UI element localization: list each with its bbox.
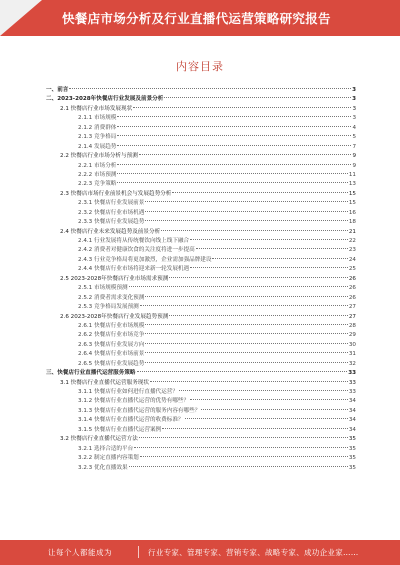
- toc-entry-page: 24: [348, 256, 356, 263]
- toc-entry-title: 2.3 快餐店市场行业前景机会与发展趋势分析: [60, 190, 172, 197]
- toc-entry-title: 2.5.1 市场规模预测: [78, 285, 128, 292]
- toc-dot-leader: [161, 230, 348, 231]
- toc-entry-title: 2.6.3 快餐店行业发展方向: [78, 341, 145, 348]
- toc-dot-leader: [172, 192, 348, 193]
- toc-entry-title: 2.6.4 快餐店行业市场前景: [78, 351, 145, 358]
- toc-entry[interactable]: [46, 190, 356, 199]
- toc-entry[interactable]: [46, 397, 356, 406]
- toc-entry-title: 2.1.2 消费群体: [78, 124, 117, 131]
- toc-entry-title: 3.2.3 优化直播效果: [78, 464, 128, 471]
- toc-entry-page: 21: [348, 228, 356, 235]
- toc-entry-title: 2.5 2023-2028年快餐店行业市场需求预测: [60, 275, 169, 282]
- toc-entry-page: 33: [348, 379, 356, 386]
- toc-dot-leader: [140, 305, 348, 306]
- toc-entry-page: 5: [352, 134, 356, 141]
- toc-entry-page: 7: [352, 143, 356, 150]
- toc-dot-leader: [117, 145, 351, 146]
- toc-entry-title: 2.3.2 快餐店行业市场机遇: [78, 209, 145, 216]
- toc-dot-leader: [150, 381, 348, 382]
- footer-divider: [138, 546, 139, 558]
- toc-dot-leader: [145, 352, 348, 353]
- toc-dot-leader: [145, 296, 348, 297]
- toc-entry[interactable]: [46, 284, 356, 293]
- toc-entry-page: 23: [348, 247, 356, 254]
- page-footer: [0, 540, 400, 565]
- toc-entry-title: 2.3.3 快餐店行业发展趋势: [78, 219, 145, 226]
- toc-entry[interactable]: [46, 152, 356, 161]
- toc-entry-title: 2.2.2 市场预测: [78, 171, 117, 178]
- report-title: 快餐店市场分析及行业直播代运营策略研究报告: [62, 11, 331, 26]
- toc-dot-leader: [145, 362, 348, 363]
- toc-entry-title: 2.4 快餐店行业未来发展趋势及前景分析: [60, 228, 161, 235]
- toc-entry-title: 3.2.1 选择合适的平台: [78, 445, 134, 452]
- toc-entry-page: 32: [348, 360, 356, 367]
- toc-entry[interactable]: [46, 180, 356, 189]
- toc-entry[interactable]: [46, 218, 356, 227]
- toc-dot-leader: [139, 437, 348, 438]
- toc-entry[interactable]: [46, 379, 356, 388]
- toc-entry-page: 27: [348, 304, 356, 311]
- toc-entry-title: 2.2.3 竞争策略: [78, 181, 117, 188]
- toc-entry-page: 13: [348, 181, 356, 188]
- toc-entry-title: 3.1.2 快餐店行业直播代运营的优势有哪些？: [78, 398, 190, 405]
- toc-entry-page: 26: [348, 294, 356, 301]
- toc-entry-page: 3: [352, 105, 356, 112]
- toc-entry-page: 11: [348, 171, 356, 178]
- toc-entry-page: 34: [348, 417, 356, 424]
- toc-entry[interactable]: [46, 124, 356, 133]
- toc-entry-page: 16: [348, 209, 356, 216]
- toc-entry-title: 2.6.1 快餐店行业市场规模: [78, 322, 145, 329]
- toc-entry[interactable]: [46, 464, 356, 473]
- table-of-contents: [46, 86, 356, 473]
- toc-entry-page: 35: [348, 464, 356, 471]
- toc-entry-page: 4: [352, 124, 356, 131]
- toc-entry[interactable]: [46, 313, 356, 322]
- toc-entry-title: 3.2 快餐店行业直播代运营方法: [60, 436, 138, 443]
- toc-entry-title: 二、2023-2028年快餐店行业发展及前景分析: [46, 96, 164, 103]
- toc-entry-title: 2.1 快餐店行业市场发展现状: [60, 105, 133, 112]
- toc-entry[interactable]: [46, 435, 356, 444]
- toc-entry-page: 9: [352, 162, 356, 169]
- toc-entry-page: 22: [348, 238, 356, 244]
- toc-entry-title: 3.1.5 快餐店行业直播代运营案例: [78, 426, 162, 433]
- toc-entry-title: 2.1.4 发展趋势: [78, 143, 117, 150]
- toc-entry-page: 9: [352, 153, 356, 160]
- toc-entry-page: 26: [348, 285, 356, 292]
- toc-dot-leader: [162, 428, 348, 429]
- toc-entry-page: 33: [348, 370, 356, 377]
- toc-entry-page: 35: [348, 445, 356, 452]
- toc-dot-leader: [145, 211, 348, 212]
- header-corner-decoration: [0, 0, 42, 36]
- toc-dot-leader: [140, 456, 348, 457]
- toc-entry[interactable]: [46, 369, 356, 378]
- toc-dot-leader: [117, 182, 347, 183]
- toc-entry-title: 2.3.1 快餐店行业发展前景: [78, 200, 145, 207]
- toc-entry[interactable]: [46, 143, 356, 152]
- toc-entry[interactable]: [46, 133, 356, 142]
- toc-entry[interactable]: [46, 275, 356, 284]
- toc-entry[interactable]: [46, 209, 356, 218]
- toc-entry-title: 2.6.2 快餐店行业市场竞争: [78, 332, 145, 339]
- toc-entry[interactable]: [46, 114, 356, 123]
- toc-dot-leader: [179, 390, 348, 391]
- toc-entry-title: 3.1 快餐店行业直播代运营服务现状: [60, 379, 149, 386]
- toc-entry-page: 34: [348, 426, 356, 433]
- toc-entry-page: 35: [348, 455, 356, 462]
- toc-entry[interactable]: [46, 294, 356, 303]
- toc-dot-leader: [201, 409, 348, 410]
- toc-entry-title: 2.5.2 消费者需求变化预测: [78, 294, 145, 301]
- toc-entry-title: 2.4.1 行业发展将从传统餐饮向线上线下融合: [78, 238, 190, 244]
- toc-entry-page: 27: [348, 313, 356, 320]
- toc-entry[interactable]: [46, 426, 356, 435]
- toc-entry-title: 2.4.4 快餐店行业市场将迎来新一轮发展机遇: [78, 266, 190, 273]
- toc-entry-title: 3.2.2 制定直播内容策划: [78, 455, 139, 462]
- toc-dot-leader: [133, 107, 351, 108]
- toc-entry-title: 一、前言: [46, 87, 69, 93]
- toc-entry-title: 3.1.1 快餐店行业如何进行直播代运营？: [78, 389, 178, 395]
- toc-entry[interactable]: [46, 407, 356, 416]
- toc-entry[interactable]: [46, 228, 356, 237]
- toc-entry-page: 3: [352, 115, 356, 122]
- toc-entry-page: 3: [352, 87, 356, 93]
- toc-entry[interactable]: [46, 341, 356, 350]
- toc-entry-page: 28: [348, 322, 356, 329]
- toc-entry-page: 3: [352, 96, 356, 103]
- toc-entry-title: 2.6 2023-2028年快餐店行业发展趋势预测: [60, 313, 169, 320]
- toc-entry-title: 2.4.2 消费者对健康饮食的关注度将进一步提高: [78, 247, 195, 254]
- toc-entry-title: 2.6.5 快餐店行业发展趋势: [78, 360, 145, 367]
- toc-entry[interactable]: [46, 388, 356, 397]
- toc-dot-leader: [164, 97, 351, 98]
- toc-dot-leader: [145, 333, 348, 334]
- page-header: [0, 0, 400, 36]
- toc-entry[interactable]: [46, 86, 356, 95]
- toc-entry[interactable]: [46, 416, 356, 425]
- toc-entry-title: 2.1.3 竞争格局: [78, 134, 117, 141]
- toc-entry[interactable]: [46, 445, 356, 454]
- toc-dot-leader: [117, 135, 351, 136]
- toc-dot-leader: [212, 258, 347, 259]
- toc-entry-page: 18: [348, 219, 356, 226]
- toc-entry[interactable]: [46, 95, 356, 104]
- toc-entry[interactable]: [46, 331, 356, 340]
- toc-entry[interactable]: [46, 246, 356, 255]
- toc-dot-leader: [134, 447, 348, 448]
- toc-dot-leader: [117, 126, 351, 127]
- toc-dot-leader: [145, 324, 348, 325]
- toc-entry-page: 29: [348, 332, 356, 339]
- toc-dot-leader: [169, 277, 348, 278]
- footer-slogan-right: 行业专家、管理专家、营销专家、战略专家、成功企业家……: [148, 548, 359, 557]
- toc-dot-leader: [129, 466, 348, 467]
- toc-entry[interactable]: [46, 303, 356, 312]
- toc-entry[interactable]: [46, 454, 356, 463]
- toc-entry[interactable]: [46, 360, 356, 369]
- toc-dot-leader: [117, 116, 351, 117]
- toc-entry-page: 30: [348, 341, 356, 348]
- toc-dot-leader: [129, 286, 348, 287]
- toc-entry[interactable]: [46, 350, 356, 359]
- toc-entry-title: 三、快餐店行业直播代运营服务策略: [46, 370, 136, 377]
- toc-entry-page: 34: [348, 398, 356, 405]
- toc-dot-leader: [190, 239, 348, 240]
- toc-dot-leader: [145, 220, 348, 221]
- toc-dot-leader: [117, 173, 347, 174]
- toc-entry-page: 35: [348, 436, 356, 443]
- toc-entry[interactable]: [46, 322, 356, 331]
- toc-entry-page: 25: [348, 266, 356, 273]
- toc-entry[interactable]: [46, 256, 356, 265]
- toc-entry-page: 15: [348, 190, 356, 197]
- toc-entry-title: 2.1.1 市场规模: [78, 115, 117, 122]
- toc-entry-page: 31: [348, 351, 356, 358]
- toc-entry[interactable]: [46, 265, 356, 274]
- toc-entry[interactable]: [46, 162, 356, 171]
- toc-dot-leader: [69, 88, 351, 89]
- toc-entry[interactable]: [46, 105, 356, 114]
- toc-entry-title: 2.2.1 市场分析: [78, 162, 117, 169]
- toc-entry-title: 2.4.3 行业竞争格局将更加激烈，企业需加强品牌建设: [78, 256, 212, 263]
- toc-dot-leader: [190, 399, 348, 400]
- toc-entry-page: 26: [348, 275, 356, 282]
- toc-entry-title: 3.1.3 快餐店行业直播代运营的服务内容有哪些？: [78, 407, 201, 414]
- toc-dot-leader: [145, 343, 348, 344]
- toc-dot-leader: [137, 371, 348, 372]
- toc-entry-page: 34: [348, 407, 356, 414]
- toc-entry-title: 3.1.4 快餐店行业直播代运营的收费标准？: [78, 417, 184, 424]
- toc-heading: 内容目录: [176, 60, 224, 73]
- toc-dot-leader: [145, 201, 348, 202]
- toc-entry[interactable]: [46, 171, 356, 180]
- toc-entry-page: 33: [348, 389, 356, 395]
- toc-entry[interactable]: [46, 199, 356, 208]
- toc-entry[interactable]: [46, 237, 356, 246]
- toc-entry-title: 2.5.3 竞争格局发展预测: [78, 304, 139, 311]
- toc-dot-leader: [196, 248, 348, 249]
- toc-dot-leader: [117, 164, 351, 165]
- footer-slogan-left: 让每个人都能成为: [48, 548, 112, 557]
- toc-entry-page: 15: [348, 200, 356, 207]
- toc-dot-leader: [190, 267, 348, 268]
- toc-dot-leader: [169, 315, 348, 316]
- toc-dot-leader: [185, 418, 348, 419]
- toc-dot-leader: [139, 154, 352, 155]
- toc-entry-title: 2.2 快餐店行业市场分析与预测: [60, 153, 138, 160]
